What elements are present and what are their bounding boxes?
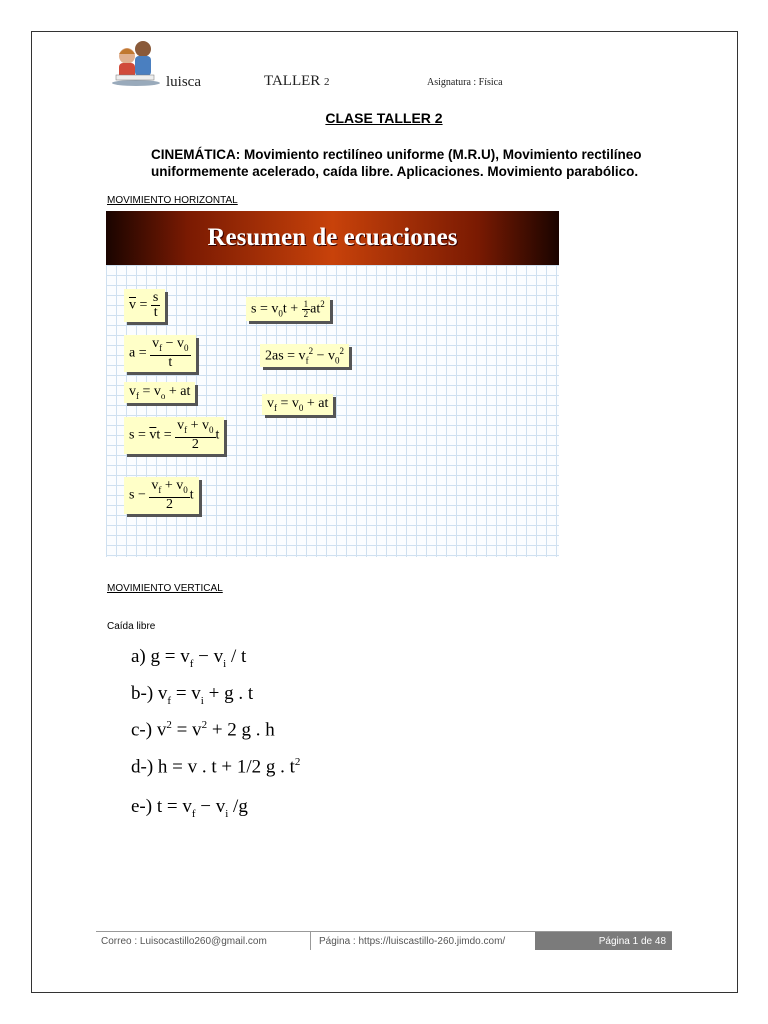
equation-s-mean: s − $\frac{v_f + v_0}{2}$ t	[124, 477, 199, 514]
equation-vf: $v_f = v_o$ + at	[124, 382, 195, 403]
equation-vf-alt: $v_f = v_0$ + at	[262, 394, 333, 415]
equation-position: $s = v_0t$ + $\frac{1}{2}$ $at^2$	[246, 297, 330, 321]
free-fall-eq-a: a) $g = v_f - v_i / t$	[131, 646, 247, 670]
equation-acceleration: a = $\frac{v_f - v_0}{t}$	[124, 335, 196, 372]
page-title: CLASE TALLER 2	[325, 110, 443, 126]
section-horizontal: MOVIMIENTO HORIZONTAL	[107, 195, 238, 206]
caida-libre-label: Caída libre	[107, 621, 156, 632]
free-fall-eq-d: d-) h = v . t + 1/2 g . $t^2$	[131, 756, 301, 778]
free-fall-eq-c: c-) $v^2 = v^2 + 2$ g . h	[131, 719, 275, 741]
kids-logo	[110, 37, 162, 87]
equations-grid	[106, 265, 559, 557]
subject-label: Asignatura : Física	[427, 77, 503, 88]
subject-description: CINEMÁTICA: Movimiento rectilíneo uniforme (M.R.U), Movimiento rectilíneo uniformemente acelerado, caída libre. Aplicaciones. Movimiento parabólico.	[151, 147, 642, 179]
equation-s-avg: $s = \overline{v}t$ = $\frac{v_f + v_0}{2}$ t	[124, 417, 224, 454]
free-fall-eq-b: b-) $v_f = v_i + g$ . t	[131, 683, 254, 707]
free-fall-eq-e: e-) $t = v_f - v_i$ /g	[131, 796, 248, 820]
footer-page-url: Página : https://luiscastillo-260.jimdo.com/	[311, 931, 535, 950]
equations-banner: Resumen de ecuaciones	[106, 211, 559, 265]
footer-email: Correo : Luisocastillo260@gmail.com	[96, 931, 311, 950]
equation-v-avg: $\overline{v}$ = $\frac{s}{t}$	[124, 289, 165, 322]
page-footer	[96, 931, 672, 950]
footer-page-number: Página 1 de 48	[535, 931, 672, 950]
equation-torricelli: $2as = v_f^2 - v_0^2$	[260, 344, 349, 367]
author-name: luisca	[166, 74, 201, 90]
section-vertical: MOVIMIENTO VERTICAL	[107, 583, 223, 594]
taller-label: TALLER 2	[264, 73, 330, 89]
